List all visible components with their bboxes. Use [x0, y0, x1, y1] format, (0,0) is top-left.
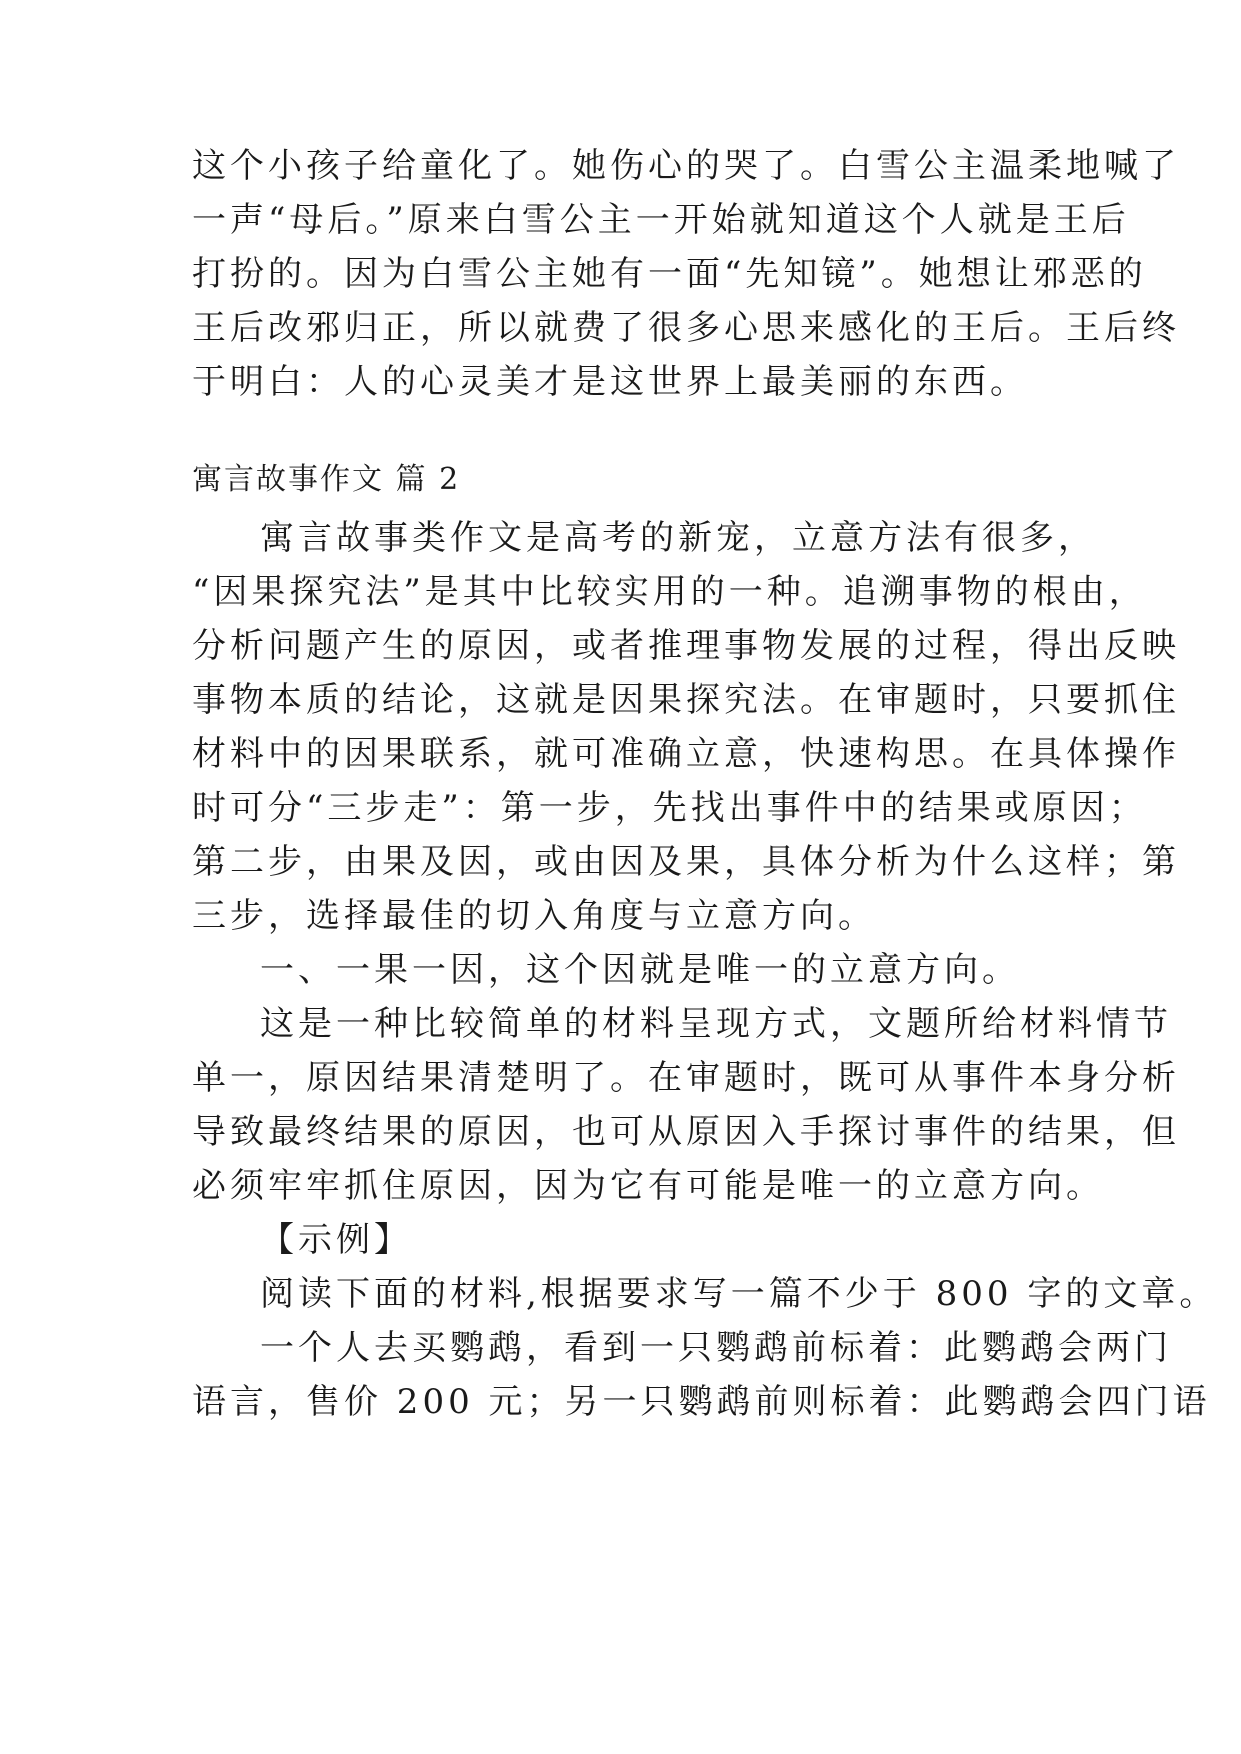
text-line: 分析问题产生的原因，或者推理事物发展的过程，得出反映	[192, 626, 1180, 666]
text-line: 阅读下面的材料,根据要求写一篇不少于 800 字的文章。	[260, 1274, 1218, 1314]
text-line: 材料中的因果联系，就可准确立意，快速构思。在具体操作	[192, 734, 1180, 774]
example-label: 【示例】	[260, 1220, 412, 1260]
text-line: 这个小孩子给童化了。她伤心的哭了。白雪公主温柔地喊了	[192, 146, 1180, 186]
text-line: 事物本质的结论，这就是因果探究法。在审题时，只要抓住	[192, 680, 1180, 720]
text-line: 王后改邪归正，所以就费了很多心思来感化的王后。王后终	[192, 308, 1180, 348]
text-line: “因果探究法”是其中比较实用的一种。追溯事物的根由，	[192, 572, 1147, 612]
text-line: 必须牢牢抓住原因，因为它有可能是唯一的立意方向。	[192, 1166, 1104, 1206]
text-line: 这是一种比较简单的材料呈现方式，文题所给材料情节	[260, 1004, 1172, 1044]
text-line: 导致最终结果的原因，也可从原因入手探讨事件的结果，但	[192, 1112, 1180, 1152]
section-heading: 寓言故事作文 篇 2	[192, 462, 461, 497]
text-line: 一个人去买鹦鹉，看到一只鹦鹉前标着：此鹦鹉会两门	[260, 1328, 1172, 1368]
text-line: 第二步，由果及因，或由因及果，具体分析为什么这样；第	[192, 842, 1180, 882]
text-line: 一、一果一因，这个因就是唯一的立意方向。	[260, 950, 1020, 990]
text-line: 打扮的。因为白雪公主她有一面“先知镜”。她想让邪恶的	[192, 254, 1147, 294]
text-line: 一声“母后。”原来白雪公主一开始就知道这个人就是王后	[192, 200, 1130, 240]
text-line: 语言，售价 200 元；另一只鹦鹉前则标着：此鹦鹉会四门语	[192, 1382, 1211, 1422]
text-line: 于明白：人的心灵美才是这世界上最美丽的东西。	[192, 362, 1028, 402]
text-line: 时可分“三步走”：第一步，先找出事件中的结果或原因；	[192, 788, 1147, 828]
text-line: 三步，选择最佳的切入角度与立意方向。	[192, 896, 876, 936]
text-line: 寓言故事类作文是高考的新宠，立意方法有很多，	[260, 518, 1096, 558]
text-line: 单一，原因结果清楚明了。在审题时，既可从事件本身分析	[192, 1058, 1180, 1098]
document-page	[192, 0, 1218, 1754]
